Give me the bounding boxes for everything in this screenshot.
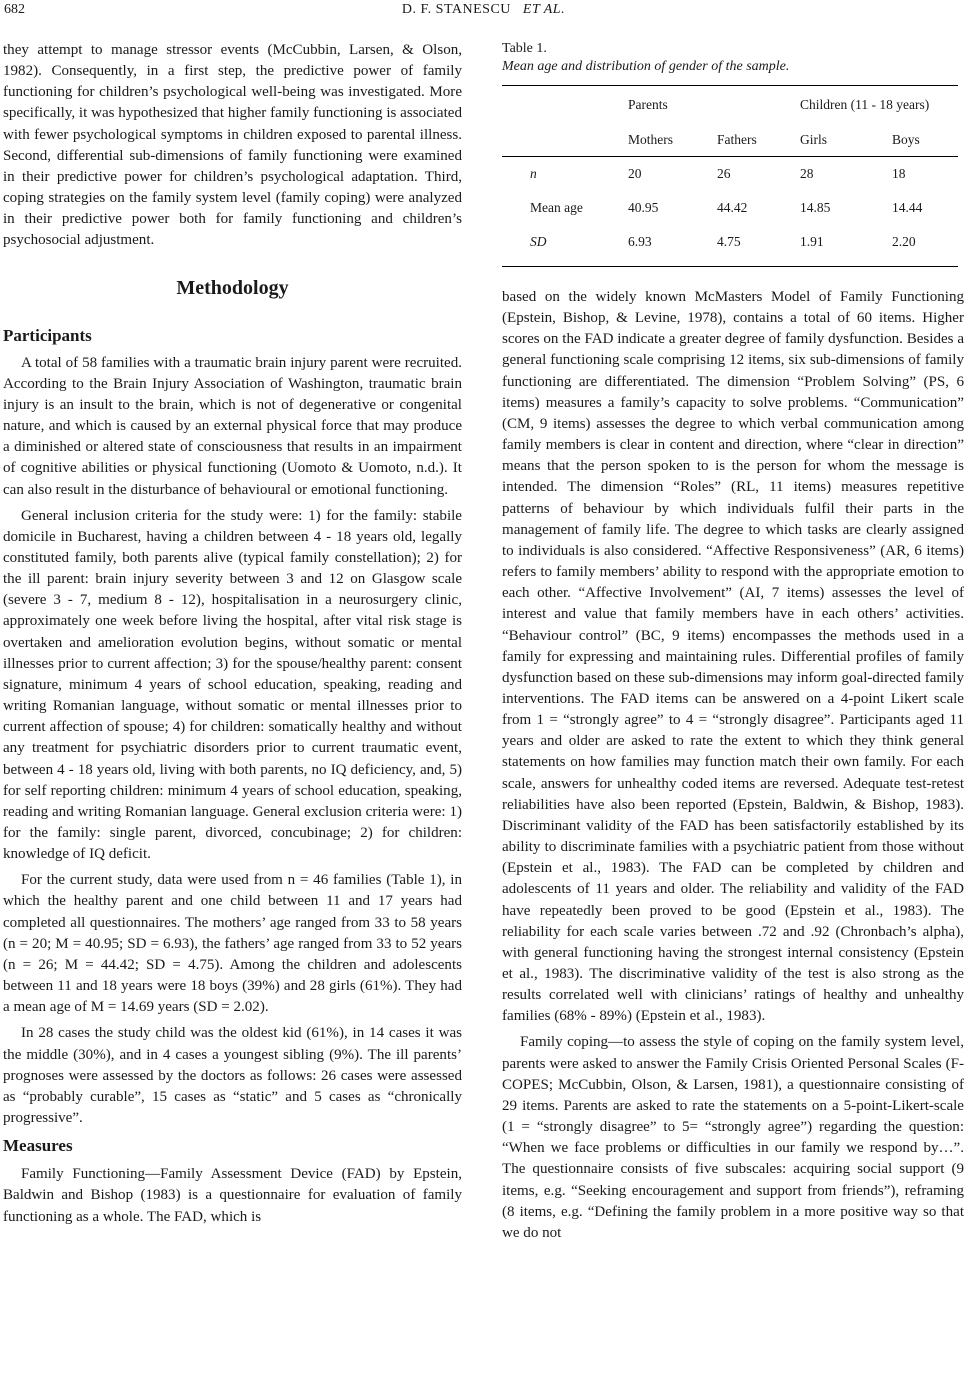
- participants-heading: Participants: [3, 325, 92, 345]
- table-cell: 26: [717, 166, 731, 181]
- table-divider: [502, 156, 958, 157]
- table-cell: 1.91: [800, 234, 824, 249]
- running-header: [0, 0, 967, 22]
- table-row-label: SD: [530, 234, 547, 249]
- table-cell: 20: [628, 166, 642, 181]
- running-head-etal: ET AL.: [522, 2, 566, 17]
- table-cell: 18: [892, 166, 906, 181]
- table-caption: Mean age and distribution of gender of the sample.: [502, 59, 790, 74]
- participants-paragraph-1: A total of 58 families with a traumatic brain injury parent were recruited. According to the Brain Injury Association of Washington, traumatic brain injury is an insult to the brain, which is not of degenerative or congenital nature, and which is caused by an external physical force that may produce a diminished or altered state of consciousness that results in an impairment of cognitive abilities or physical functioning (Uomoto & Uomoto, n.d.). It can also result in the disturbance of behavioural or emotional functioning.: [3, 354, 462, 498]
- table-row-label: Mean age: [530, 200, 583, 215]
- table-cell: 4.75: [717, 234, 741, 249]
- page-number: 682: [4, 2, 25, 17]
- table-cell: 44.42: [717, 200, 748, 215]
- measures-paragraph-1: Family Functioning—Family Assessment Device (FAD) by Epstein, Baldwin and Bishop (1983) is a questionnaire for evaluation of family functioning as a whole. The FAD, which is: [3, 1166, 462, 1225]
- table-column-header: Boys: [892, 132, 920, 147]
- table-group-header: Children (11 - 18 years): [800, 97, 930, 112]
- table-cell: 28: [800, 166, 814, 181]
- right-column: [502, 40, 964, 1244]
- table-column-header: Girls: [800, 132, 827, 147]
- table-cell: 40.95: [628, 200, 659, 215]
- participants-paragraph-4: In 28 cases the study child was the oldest kid (61%), in 14 cases it was the middle (30%), and in 4 cases a youngest sibling (9%). The ill parents’ prognoses were assessed by the doctors as follows: 26 cases were assessed as “probably curable”, 15 cases as “static” and 5 cases as “chronically progressive”.: [3, 1025, 462, 1127]
- table-cell: 14.44: [892, 200, 923, 215]
- table-column-header: Mothers: [628, 132, 673, 147]
- table-1: [502, 85, 958, 267]
- participants-paragraph-2: General inclusion criteria for the study were: 1) for the family: stabile domicile in Bucharest, having a children between 4 - 18 years old, legally constituted family, both parents alive (typical family constellation); 2) for the ill parent: brain injury severity between 3 and 12 on Glasgow scale (severe 3 - 7, medium 8 - 12), hospitalisation in a neurosurgery clinic, approximately one week before living the hospital, after vital risk stage is overtaken and amelioration evolution begins, without somatic or mental illnesses prior to current affection; 3) for the spouse/healthy parent: consent signature, minimum 4 years of school education, speaking, reading and writing Romanian language, without somatic or mental illnesses prior to current affection of spouse; 4) for children: somatically healthy and without any treatment for psychiatric disorders prior to current traumatic event, between 4 - 18 years old, living with both parents, no IQ deficiency, and, 5) for self reporting children: minimum 4 years of school education, speaking, reading and writing Romanian language. General exclusion criteria were: 1) for the family: single parent, divorced, concubinage; 2) for children: knowledge of IQ deficit.: [3, 507, 462, 863]
- methodology-heading: Methodology: [176, 276, 289, 299]
- table-cell: 6.93: [628, 234, 652, 249]
- table-group-header: Parents: [628, 97, 668, 112]
- table-row-label: n: [530, 166, 537, 181]
- measures-paragraph-2: based on the widely known McMasters Model of Family Functioning (Epstein, Bishop, & Levine, 1978), contains a total of 60 items. Higher scores on the FAD indicate a greater degree of family dysfunction. Besides a general functioning scale comprising 12 items, six sub-dimensions of family functioning are differentiated. The dimension “Problem Solving” (PS, 6 items) measures a family’s capacity to solve problems. “Communication” (CM, 9 items) assesses the degree to which verbal communication among family members is clear in content and direction, where “clear in direction” means that the person spoken to is the person for whom the message is intended. The dimension “Roles” (RL, 11 items) measures repetitive patterns of behaviour by which individuals fulfil their parts in the management of family life. The degree to which tasks are clearly assigned to individuals is also considered. “Affective Responsiveness” (AR, 6 items) refers to family members’ ability to respond with the appropriate emotion to each other. “Affective Involvement” (AI, 7 items) assesses the level of interest and value that family members have in each others’ activities. “Behaviour control” (BC, 9 items) encompasses the methods used in a family for expressing and maintaining rules. Differential profiles of family dysfunction based on these sub-dimensions may inform goal-directed family interventions. The FAD items can be answered on a 4-point Likert scale from 1 = “strongly agree” to 4 = “strongly disagree”. Participants aged 11 years and older are asked to rate the extent to which they think general statements on how families may function match their own family. For each scale, answers for unhealthy coded items are reversed. Adequate test-retest reliabilities have also been reported (Epstein, Baldwin, & Bishop, 1983). Discriminant validity of the FAD has been satisfactorily established by its ability to discriminate families with a psychiatric patient from those without (Epstein et al., 1983). The FAD can be completed by children and adolescents of 11 years and older. The reliability and validity of the FAD have repeatedly been proved to be good (Epstein et al., 1983). The reliability for each scale varies between .72 and .92 (Chronbach’s alpha), with general functioning having the strongest internal consistency (Epstein et al., 1983). The discriminative validity of the test is also strong as the results correlated well with clinicians’ ratings of healthy and unhealthy families (68% - 89%) (Epstein et al., 1983).: [502, 289, 964, 1025]
- intro-paragraph: they attempt to manage stressor events (McCubbin, Larsen, & Olson, 1982). Consequently, in a first step, the predictive power of family functioning for children’s psychological well-being was investigated. More specifically, it was hypothesized that higher family functioning is associated with fewer psychological symptoms in children exposed to parental illness. Second, differential sub-dimensions of family functioning were examined in their predictive power for children’s psychological adaptation. Third, coping strategies on the family system level (family coping) were analyzed in their predictive power both for family functioning and children’s psychosocial adjustment.: [3, 42, 462, 249]
- left-column: [3, 40, 462, 1228]
- participants-paragraph-3: For the current study, data were used from n = 46 families (Table 1), in which the healthy parent and one child between 11 and 17 years had completed all questionnaires. The mothers’ age ranged from 33 to 58 years (n = 20; M = 40.95; SD = 6.93), the fathers’ age ranged from 33 to 52 years (n = 26; M = 44.42; SD = 4.75). Among the children and adolescents between 11 and 18 years were 18 boys (39%) and 28 girls (61%). They had a mean age of M = 14.69 years (SD = 2.02).: [3, 872, 462, 1016]
- table-cell: 14.85: [800, 200, 831, 215]
- measures-heading: Measures: [3, 1136, 73, 1156]
- running-head: [0, 0, 967, 20]
- family-coping-paragraph: Family coping—to assess the style of coping on the family system level, parents were asked to answer the Family Crisis Oriented Personal Scales (F-COPES; McCubbin, Olson, & Larsen, 1981), a questionnaire consisting of 29 items. Parents are asked to rate the statements on a 5-point-Likert-scale (1 = “strongly disagree” to 5= “strongly agree”) regarding the question: “When we face problems or difficulties in our family we respond by…”. The questionnaire consists of five subscales: acquiring social support (9 items, e.g. “Seeking encouragement and support from friends”), reframing (8 items, e.g. “Defining the family problem in a more positive way so that we do not: [502, 1034, 964, 1241]
- table-column-header: Fathers: [717, 132, 757, 147]
- table-cell: 2.20: [892, 234, 916, 249]
- running-head-authors: D. F. STANESCU: [401, 2, 511, 17]
- table-label: Table 1.: [502, 41, 547, 56]
